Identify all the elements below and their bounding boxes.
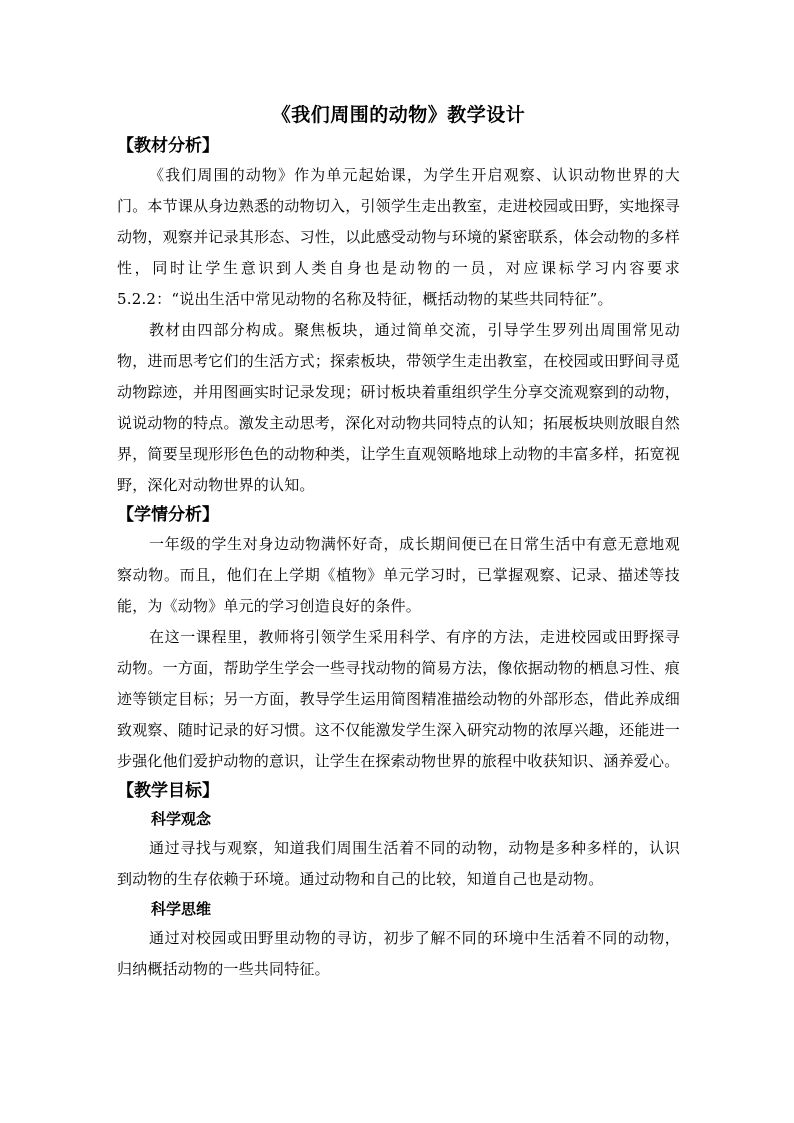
paragraph: 在这一课程里，教师将引领学生采用科学、有序的方法，走进校园或田野探寻动物。一方面，帮助学生学会一些寻找动物的简易方法，像依据动物的栖息习性、痕迹等锁定目标；另一方面，教导学生运用简图精准描绘动物的外部形态，借此养成细致观察、随时记录的好习惯。这不仅能激发学生深入研究动物的浓厚兴趣，还能进一步强化他们爱护动物的意识，让学生在探索动物世界的旅程中收获知识、涵养爱心。 [117,628,680,770]
section-student-analysis [117,501,680,777]
document-page [117,102,680,985]
document-title: 《我们周围的动物》教学设计 [271,104,526,126]
paragraph: 一年级的学生对身边动物满怀好奇，成长期间便已在日常生活中有意无意地观察动物。而且，他们在上学期《植物》单元学习时，已掌握观察、记录、描述等技能，为《动物》单元的学习创造良好的条件。 [117,535,680,615]
subheading-science-thinking: 科学思维 [151,900,212,918]
paragraph: 《我们周围的动物》作为单元起始课，为学生开启观察、认识动物世界的大门。本节课从身边熟悉的动物切入，引领学生走出教室，走进校园或田野，实地探寻动物，观察并记录其形态、习性，以此感受动物与环境的紧密联系，体会动物的多样性，同时让学生意识到人类自身也是动物的一员，对应课标学习内容要求 5.2.2：“说出生活中常见动物的名称及特征，概括动物的某些共同特征”。 [117,166,680,308]
section-heading-student-analysis: 【学情分析】 [117,505,219,525]
section-heading-textbook-analysis: 【教材分析】 [117,136,219,156]
section-teaching-objectives [117,777,680,985]
section-heading-teaching-objectives: 【教学目标】 [117,781,219,801]
paragraph: 通过寻找与观察，知道我们周围生活着不同的动物，动物是多种多样的，认识到动物的生存依赖于环境。通过动物和自己的比较，知道自己也是动物。 [117,839,680,888]
subheading-science-concepts: 科学观念 [151,810,212,828]
paragraph: 通过对校园或田野里动物的寻访，初步了解不同的环境中生活着不同的动物，归纳概括动物的一些共同特征。 [117,929,680,978]
paragraph: 教材由四部分构成。聚焦板块，通过简单交流，引导学生罗列出周围常见动物，进而思考它们的生活方式；探索板块，带领学生走出教室，在校园或田野间寻觅动物踪迹，并用图画实时记录发现；研讨板块着重组织学生分享交流观察到的动物，说说动物的特点。激发主动思考，深化对动物共同特点的认知；拓展板块则放眼自然界，简要呈现形形色色的动物种类，让学生直观领略地球上动物的丰富多样，拓宽视野，深化对动物世界的认知。 [117,321,680,494]
section-textbook-analysis [117,132,680,501]
